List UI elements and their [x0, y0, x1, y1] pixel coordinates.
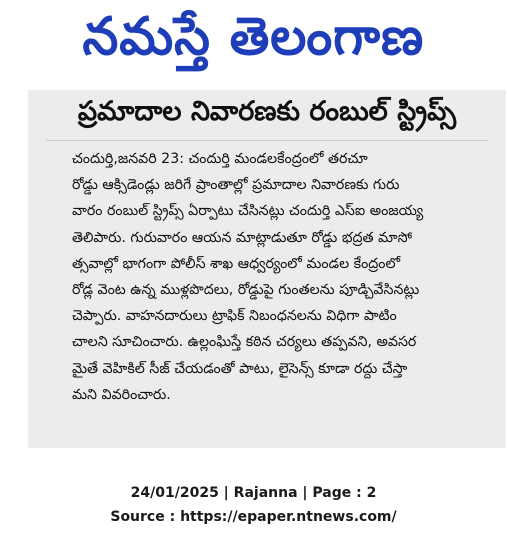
source-link[interactable]: Source : https://epaper.ntnews.com/ — [110, 509, 397, 525]
article-line: రోడ్డు ఆక్సిడెండ్లు జరిగే ప్రాంతాల్లో ప్రమాదాల నివారణకు గురు — [72, 177, 400, 194]
article-headline: ప్రమాదాల నివారణకు రంబుల్ స్ట్రిప్స్ — [77, 96, 457, 127]
article-line: తెలిపారు. గురువారం ఆయన మాట్లాడుతూ రోడ్డు భద్రత మాసో — [72, 229, 413, 246]
article-line: చందుర్తి,జనవరి 23: చందుర్తి మండలకేంద్రంలో తరచూ — [72, 151, 368, 167]
masthead — [0, 0, 507, 86]
newspaper-title: నమస్తే తెలంగాణ — [82, 6, 425, 67]
article-line: చెప్పారు. వాహనదారులు ట్రాఫిక్ నిబంధనలను విధిగా పాటిం — [72, 308, 397, 325]
article-clipping — [28, 90, 506, 448]
article-line: వారం రంబుల్ స్ట్రిప్స్ ఏర్పాటు చేసినట్లు చందుర్తి ఎస్ఐ అంజయ్య — [72, 203, 424, 220]
article-line: రోడ్ల వెంట ఉన్న ముళ్లపొదలు, రోడ్డుపై గుంతలను పూడ్చివేసినట్లు — [72, 282, 420, 299]
article-line: మని వివరించారు. — [72, 386, 171, 403]
article-line: చాలని సూచించారు. ఉల్లంఘిస్తే కఠిన చర్యలు తప్పవని, అవసర — [72, 334, 417, 351]
article-line: మైతే వెహికిల్ సీజ్ చేయడంతో పాటు, లైసెన్స్ కూడా రద్దు చేస్తా — [72, 360, 408, 377]
article-body — [72, 146, 482, 408]
headline-divider — [46, 140, 488, 141]
article-line: త్సవాల్లో భాగంగా పోలీస్ శాఖ ఆధ్వర్యంలో మండల కేంద్రంలో — [72, 255, 401, 272]
publication-meta: 24/01/2025 | Rajanna | Page : 2 — [130, 485, 377, 501]
